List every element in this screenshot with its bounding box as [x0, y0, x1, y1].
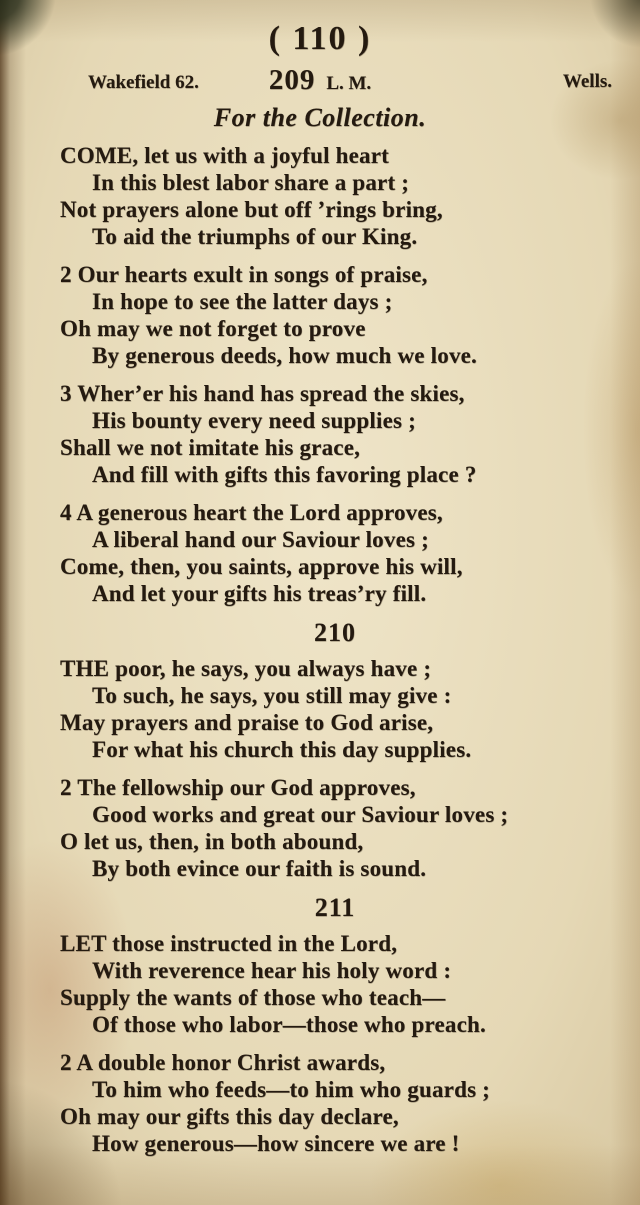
- verse: [60, 655, 610, 763]
- verse: [60, 1049, 610, 1157]
- verse-line: By generous deeds, how much we love.: [92, 343, 478, 368]
- hymn-number-heading: 211: [314, 893, 356, 922]
- verse: [60, 142, 610, 250]
- verse-line: Of those who labor—those who preach.: [92, 1012, 486, 1037]
- verse-line: Shall we not imitate his grace,: [60, 435, 361, 460]
- verse-line: LET those instructed in the Lord,: [60, 931, 398, 956]
- verse: [60, 380, 610, 488]
- verse-line: To such, he says, you still may give :: [92, 683, 452, 708]
- verse-line: May prayers and praise to God arise,: [60, 710, 434, 735]
- verse-line: In this blest labor share a part ;: [92, 170, 410, 195]
- verse-line: COME, let us with a joyful heart: [60, 143, 390, 168]
- hymn-header-row: [0, 64, 640, 102]
- verse-line: Not prayers alone but off ’rings bring,: [60, 197, 443, 222]
- verse-line: By both evince our faith is sound.: [92, 856, 427, 881]
- verse-line: 3 Wher’er his hand has spread the skies,: [60, 381, 465, 406]
- verse: [60, 499, 610, 607]
- verse-line: And fill with gifts this favoring place ?: [92, 462, 477, 487]
- hymn-title: For the Collection.: [213, 103, 427, 132]
- verse-line: Good works and great our Saviour loves ;: [92, 802, 509, 827]
- verse: [60, 261, 610, 369]
- verse-line: To aid the triumphs of our King.: [92, 224, 418, 249]
- verse-line: Oh may our gifts this day declare,: [60, 1104, 399, 1129]
- verse: [60, 930, 610, 1038]
- verse-line: To him who feeds—to him who guards ;: [92, 1077, 491, 1102]
- verse-line: O let us, then, in both abound,: [60, 829, 364, 854]
- verse-line: 2 A double honor Christ awards,: [60, 1050, 386, 1075]
- verse-line: Oh may we not forget to prove: [60, 316, 366, 341]
- hymn-number-heading: 210: [314, 618, 356, 647]
- verse-line: And let your gifts his treas’ry fill.: [92, 581, 427, 606]
- verse-line: 2 The fellowship our God approves,: [60, 775, 416, 800]
- verse-line: His bounty every need supplies ;: [92, 408, 416, 433]
- verse-line: For what his church this day supplies.: [92, 737, 472, 762]
- verse-line: THE poor, he says, you always have ;: [60, 656, 432, 681]
- verse-line: 4 A generous heart the Lord approves,: [60, 500, 443, 525]
- verse-line: Supply the wants of those who teach—: [60, 985, 446, 1010]
- hymns-container: [0, 142, 640, 1157]
- page-number: ( 110 ): [268, 20, 372, 57]
- tune-name-left: Wakefield 62.: [88, 72, 199, 93]
- hymn-meter: L. M.: [326, 73, 372, 94]
- hymn-number: 209: [268, 64, 316, 96]
- verse: [60, 774, 610, 882]
- verse-line: 2 Our hearts exult in songs of praise,: [60, 262, 428, 287]
- verse-line: In hope to see the latter days ;: [92, 289, 393, 314]
- verse-line: A liberal hand our Saviour loves ;: [92, 527, 429, 552]
- verse-line: Come, then, you saints, approve his will,: [60, 554, 463, 579]
- tune-name-right: Wells.: [562, 71, 612, 92]
- verse-line: How generous—how sincere we are !: [92, 1131, 460, 1156]
- verse-line: With reverence hear his holy word :: [92, 958, 452, 983]
